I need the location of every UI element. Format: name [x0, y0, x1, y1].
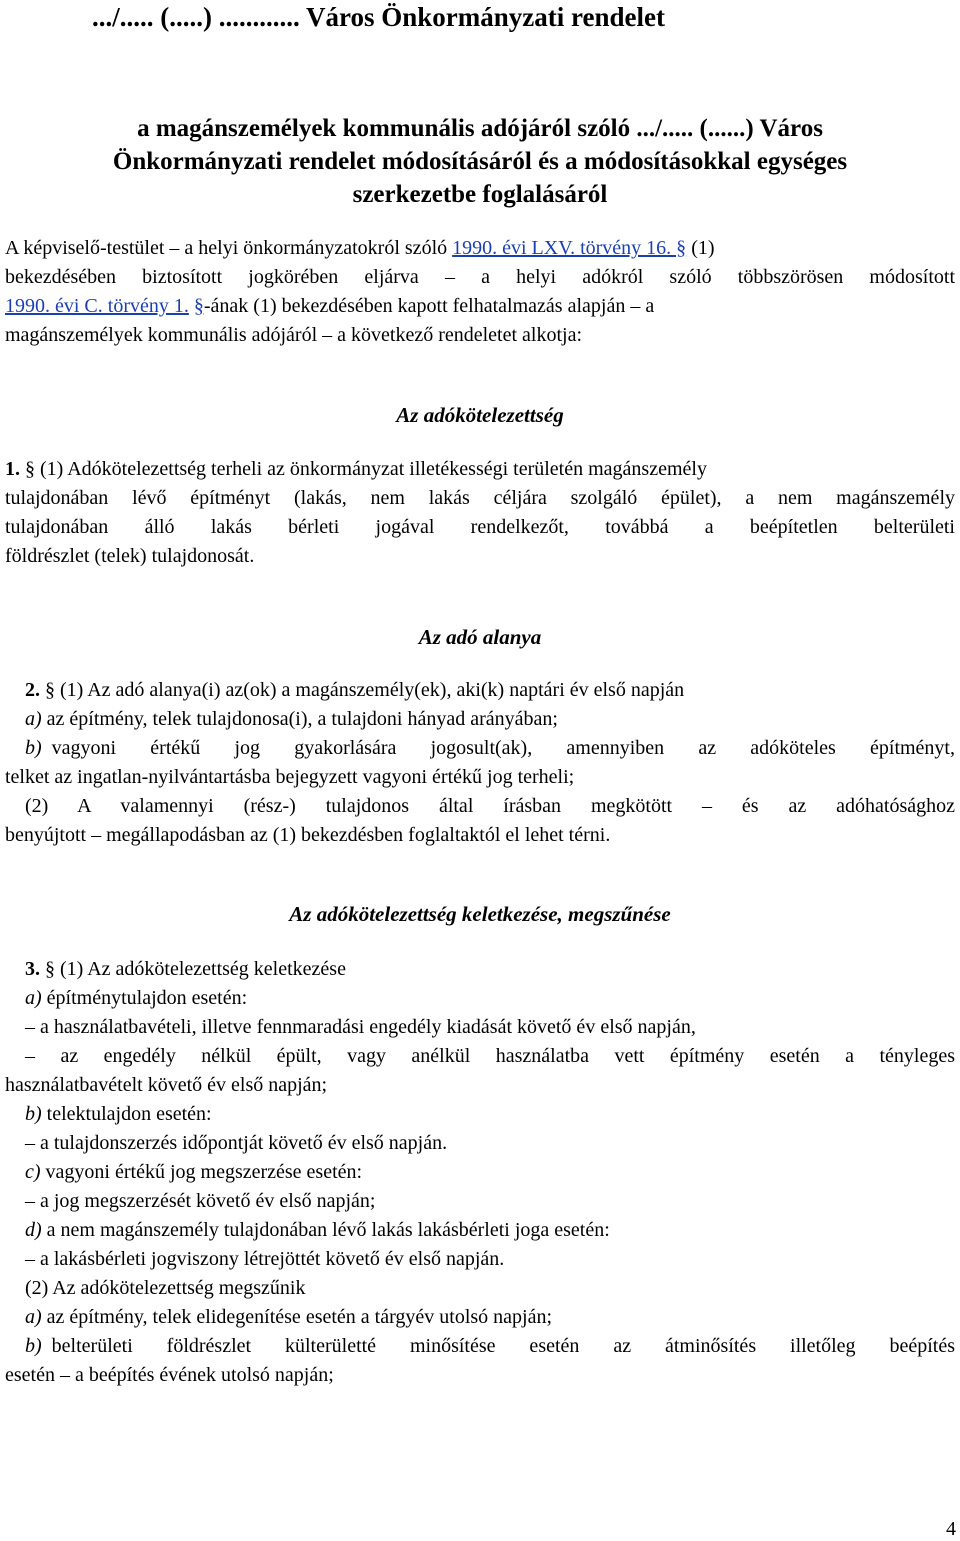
section-3-paragraph-a2 [5, 1042, 955, 1100]
law-link-lxv[interactable]: 1990. évi LXV. törvény 16. § [452, 237, 687, 259]
section-3-text: – a lakásbérleti jogviszony létrejöttét követő év első napján. [25, 1248, 505, 1270]
section-3-text: (2) Az adókötelezettség megszűnik [25, 1277, 306, 1299]
section-2-text: § (1) Az adó alanya(i) az(ok) a magánszemély(ek), aki(k) naptári év első napján [45, 679, 685, 701]
section-3-text: belterületi földrészlet külterületté minősítése esetén az átminősítés illetőleg beépítés [51, 1335, 955, 1357]
item-marker: a) [25, 708, 42, 730]
preamble-line-1-full [5, 234, 955, 263]
preamble-text-4: magánszemélyek kommunális adójáról – a következő rendeletet alkotja: [5, 324, 583, 346]
section-3-text: az építmény, telek elidegenítése esetén a tárgyév utolsó napján; [41, 1306, 553, 1328]
item-marker: b) [25, 1335, 42, 1357]
preamble-line-3 [5, 292, 955, 321]
item-marker: a) [25, 987, 42, 1009]
preamble-text-2: bekezdésében biztosított jogkörében eljárva – a helyi adókról szóló többszörösen módosított [5, 266, 955, 288]
section-2-paragraph [25, 676, 955, 734]
section-3-text: telektulajdon esetén: [41, 1103, 212, 1125]
section-2-text: vagyoni értékű jog gyakorlására jogosult(ak), amennyiben az adóköteles építményt, [51, 737, 955, 759]
page-number: 4 [946, 1518, 956, 1540]
preamble-text-1b: (1) [686, 237, 715, 259]
section-2-paragraph-b [5, 734, 955, 850]
section-1-text: tulajdonában álló lakás bérleti jogával rendelkezőt, továbbá a beépítetlen belterületi [5, 516, 955, 538]
section-1-text: § (1) Adókötelezettség terheli az önkormányzat illetékességi területén magánszemély [25, 458, 707, 480]
section-2-text: benyújtott – megállapodásban az (1) bekezdésben foglaltaktól el lehet térni. [5, 824, 611, 846]
section-3-text: § (1) Az adókötelezettség keletkezése [45, 958, 346, 980]
item-marker: d) [25, 1219, 42, 1241]
section-3-text: építménytulajdon esetén: [41, 987, 248, 1009]
section-heading-2: Az adó alanya [418, 625, 542, 649]
law-link-c[interactable]: 1990. évi C. törvény 1. [5, 295, 189, 317]
preamble-line-4 [5, 321, 955, 350]
preamble-text-1: A képviselő-testület – a helyi önkormányzatokról szóló [5, 237, 453, 259]
section-2-text: (2) A valamennyi (rész-) tulajdonos által írásban megkötött – és az adóhatósághoz [25, 795, 955, 817]
subtitle-line: szerkezetbe foglalásáról [352, 181, 608, 208]
law-link-c-section[interactable]: § [193, 295, 204, 317]
section-heading-3: Az adókötelezettség keletkezése, megszűnése [289, 902, 671, 926]
section-3-text: a nem magánszemély tulajdonában lévő lakás lakásbérleti joga esetén: [41, 1219, 610, 1241]
item-marker: a) [25, 1306, 42, 1328]
section-3-text: vagyoni értékű jog megszerzése esetén: [40, 1161, 363, 1183]
section-number: 1. [5, 458, 20, 480]
section-3-paragraph [25, 955, 955, 1042]
subtitle-line: Önkormányzati rendelet módosításáról és a módosításokkal egységes [112, 148, 848, 175]
item-marker: b) [25, 1103, 42, 1125]
section-number: 3. [25, 958, 40, 980]
section-3-text: – a tulajdonszerzés időpontját követő év első napján. [25, 1132, 448, 1154]
section-2-text: az építmény, telek tulajdonosa(i), a tulajdoni hányad arányában; [41, 708, 558, 730]
section-1-paragraph [5, 455, 955, 571]
section-3-text: – a használatbavételi, illetve fennmaradási engedély kiadását követő év első napján, [25, 1016, 696, 1038]
section-3-paragraph-b [25, 1100, 955, 1332]
section-3-text: – a jog megszerzését követő év első napján; [25, 1190, 376, 1212]
document-title: .../..... (.....) ............ Város Önkormányzati rendelet [92, 2, 665, 32]
section-3-text: – az engedély nélkül épült, vagy anélkül használatba vett építmény esetén a tényleges [25, 1045, 955, 1067]
section-3-text: használatbavételt követő év első napján; [5, 1074, 328, 1096]
item-marker: c) [25, 1161, 41, 1183]
section-3-text: esetén – a beépítés évének utolsó napján; [5, 1364, 334, 1386]
section-number: 2. [25, 679, 40, 701]
section-1-text: tulajdonában lévő építményt (lakás, nem lakás céljára szolgáló épület), a nem magánszemély [5, 487, 955, 509]
document-subtitle [0, 112, 960, 211]
section-2-text: telket az ingatlan-nyilvántartásba bejegyzett vagyoni értékű jog terheli; [5, 766, 575, 788]
section-heading-1: Az adókötelezettség [396, 403, 564, 427]
section-3-paragraph-p2b [5, 1332, 955, 1390]
preamble-text-3: -ának (1) bekezdésében kapott felhatalmazás alapján – a [203, 295, 655, 317]
section-1-line [5, 455, 955, 484]
section-1-text: földrészlet (telek) tulajdonosát. [5, 545, 255, 567]
item-marker: b) [25, 737, 42, 759]
subtitle-line: a magánszemélyek kommunális adójáról szóló .../..... (......) Város [137, 115, 823, 142]
preamble-line-2 [5, 263, 955, 292]
